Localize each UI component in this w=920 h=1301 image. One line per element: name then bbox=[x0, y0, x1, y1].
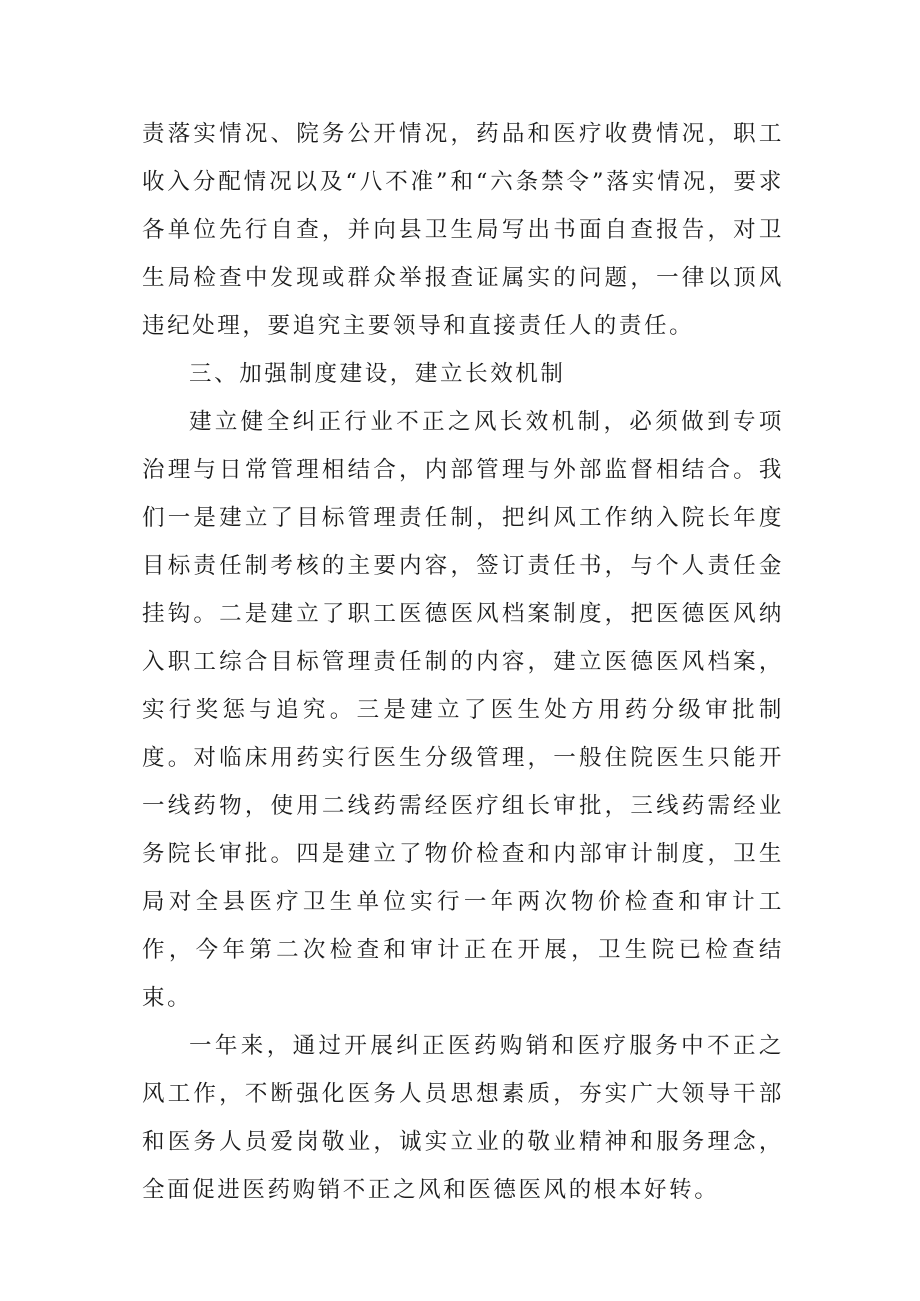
conclusion-paragraph: 一年来，通过开展纠正医药购销和医疗服务中不正之风工作，不断强化医务人员思想素质，夯实广大领导干部和医务人员爱岗敬业，诚实立业的敬业精神和服务理念，全面促进医药购销不正之风和医德医风的根本好转。 bbox=[142, 1033, 784, 1203]
section-heading: 三、加强制度建设，建立长效机制 bbox=[189, 361, 566, 387]
continued-paragraph: 责落实情况、院务公开情况，药品和医疗收费情况，职工收入分配情况以及“八不准”和“六条禁令”落实情况，要求各单位先行自查，并向县卫生局写出书面自查报告，对卫生局检查中发现或群众举报查证属实的问题，一律以顶风违纪处理，要追究主要领导和直接责任人的责任。 bbox=[142, 121, 784, 339]
section-body-paragraph: 建立健全纠正行业不正之风长效机制，必须做到专项治理与日常管理相结合，内部管理与外部监督相结合。我们一是建立了目标管理责任制，把纠风工作纳入院长年度目标责任制考核的主要内容，签订责任书，与个人责任金挂钩。二是建立了职工医德医风档案制度，把医德医风纳入职工综合目标管理责任制的内容，建立医德医风档案，实行奖惩与追究。三是建立了医生处方用药分级审批制度。对临床用药实行医生分级管理，一般住院医生只能开一线药物，使用二线药需经医疗组长审批，三线药需经业务院长审批。四是建立了物价检查和内部审计制度，卫生局对全县医疗卫生单位实行一年两次物价检查和审计工作，今年第二次检查和审计正在开展，卫生院已检查结束。 bbox=[142, 409, 784, 1011]
document-body bbox=[142, 110, 784, 1214]
